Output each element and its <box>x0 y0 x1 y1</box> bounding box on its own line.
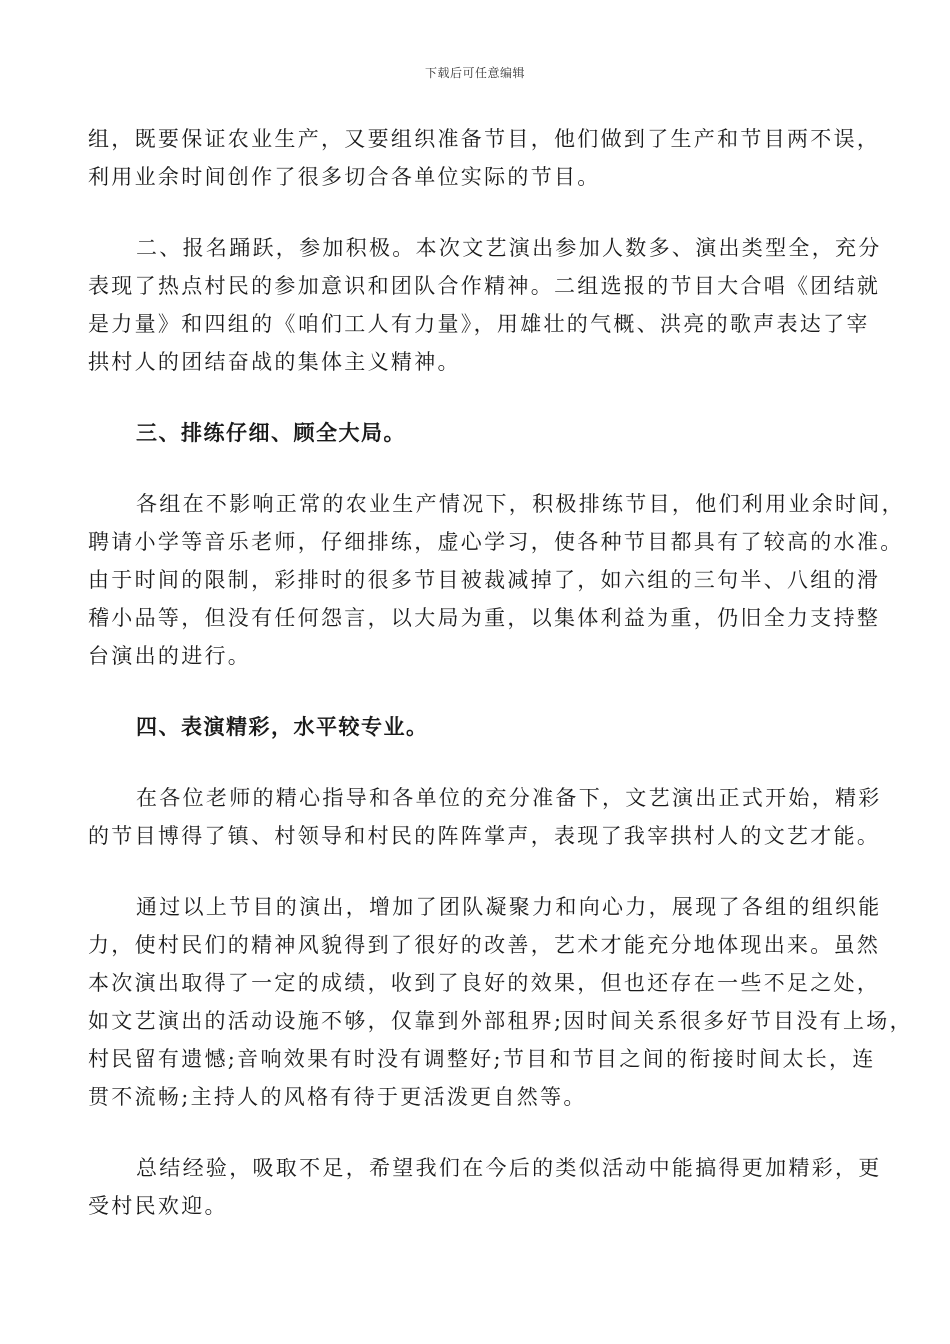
paragraph <box>88 888 913 1116</box>
text-line: 的节目博得了镇、村领导和村民的阵阵掌声，表现了我宰拱村人的文艺才能。 <box>88 824 881 848</box>
text-line: 稽小品等，但没有任何怨言，以大局为重，以集体利益为重，仍旧全力支持整 <box>88 606 881 630</box>
text-line: 聘请小学等音乐老师，仔细排练，虚心学习，使各种节目都具有了较高的水准。 <box>88 530 904 554</box>
heading-text: 三、排练仔细、顾全大局。 <box>136 421 406 445</box>
page-header: 下载后可任意编辑 <box>424 66 525 80</box>
section-heading <box>88 708 860 746</box>
paragraph <box>88 1149 882 1225</box>
text-line: 村民留有遗憾;音响效果有时没有调整好;节目和节目之间的衔接时间太长，连 <box>88 1047 876 1071</box>
text-line: 在各位老师的精心指导和各单位的充分准备下，文艺演出正式开始，精彩 <box>136 786 882 810</box>
text-line: 受村民欢迎。 <box>88 1194 228 1218</box>
text-line: 组，既要保证农业生产，又要组织准备节目，他们做到了生产和节目两不误， <box>88 127 881 151</box>
text-line: 通过以上节目的演出，增加了团队凝聚力和向心力，展现了各组的组织能 <box>136 895 882 919</box>
text-line: 如文艺演出的活动设施不够，仅靠到外部租界;因时间关系很多好节目没有上场， <box>88 1009 913 1033</box>
text-line: 二、报名踊跃，参加积极。本次文艺演出参加人数多、演出类型全，充分 <box>136 236 882 260</box>
paragraph <box>88 229 882 381</box>
text-line: 本次演出取得了一定的成绩，收到了良好的效果，但也还存在一些不足之处， <box>88 971 881 995</box>
text-line: 各组在不影响正常的农业生产情况下，积极排练节目，他们利用业余时间， <box>136 492 905 516</box>
paragraph <box>88 120 881 196</box>
text-line: 由于时间的限制，彩排时的很多节目被裁减掉了，如六组的三句半、八组的滑 <box>88 568 881 592</box>
section-heading <box>88 414 860 452</box>
paragraph <box>88 485 905 675</box>
text-line: 力，使村民们的精神风貌得到了很好的改善，艺术才能充分地体现出来。虽然 <box>88 933 881 957</box>
text-line: 贯不流畅;主持人的风格有待于更活泼更自然等。 <box>88 1085 587 1109</box>
text-line: 是力量》和四组的《咱们工人有力量》，用雄壮的气概、洪亮的歌声表达了宰 <box>88 312 870 336</box>
text-line: 拱村人的团结奋战的集体主义精神。 <box>88 350 461 374</box>
paragraph <box>88 779 882 855</box>
text-line: 台演出的进行。 <box>88 644 252 668</box>
text-line: 利用业余时间创作了很多切合各单位实际的节目。 <box>88 165 601 189</box>
text-line: 表现了热点村民的参加意识和团队合作精神。二组选报的节目大合唱《团结就 <box>88 274 881 298</box>
text-line: 总结经验，吸取不足，希望我们在今后的类似活动中能搞得更加精彩，更 <box>136 1156 882 1180</box>
heading-text: 四、表演精彩，水平较专业。 <box>136 715 429 739</box>
document-body <box>88 120 913 1225</box>
